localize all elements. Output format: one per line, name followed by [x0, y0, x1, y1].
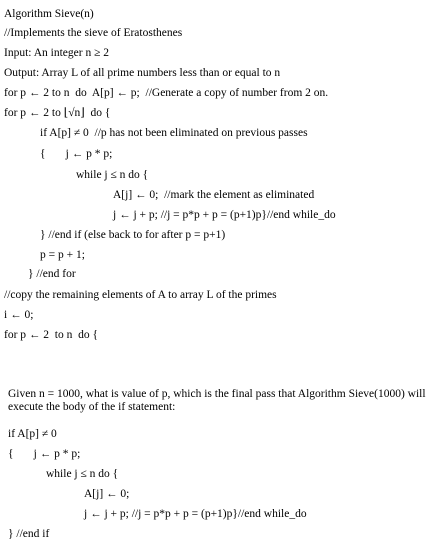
code-line: for p ← 2 to ⌊√n⌋ do { — [4, 107, 111, 119]
algorithm-comment: //Implements the sieve of Eratosthenes — [4, 27, 183, 39]
question-text: Given n = 1000, what is value of p, which is the final pass that Algorithm Sieve(1000) will execute the body of the if statement: — [8, 388, 426, 413]
code-line: { j ← p * p; — [8, 448, 81, 460]
code-line: for p ← 2 to n do { — [4, 329, 98, 341]
code-line: //copy the remaining elements of A to array L of the primes — [4, 289, 277, 301]
code-line: A[j] ← 0; //mark the element as eliminated — [113, 189, 315, 201]
code-line: } //end if — [8, 528, 50, 540]
code-line: } //end for — [28, 268, 76, 280]
code-line: p = p + 1; — [40, 249, 85, 261]
code-line: j ← j + p; //j = p*p + p = (p+1)p}//end while_do — [113, 209, 336, 221]
code-line: if A[p] ≠ 0 — [8, 428, 57, 440]
algorithm-output: Output: Array L of all prime numbers less than or equal to n — [4, 67, 281, 79]
code-line: } //end if (else back to for after p = p+1) — [40, 229, 226, 241]
code-line: while j ≤ n do { — [46, 468, 119, 480]
algorithm-input: Input: An integer n ≥ 2 — [4, 47, 110, 59]
code-line: i ← 0; — [4, 309, 34, 321]
code-line: for p ← 2 to n do A[p] ← p; //Generate a copy of number from 2 on. — [4, 87, 329, 99]
code-line: while j ≤ n do { — [76, 169, 149, 181]
algorithm-title: Algorithm Sieve(n) — [4, 8, 94, 20]
code-line: j ← j + p; //j = p*p + p = (p+1)p}//end while_do — [84, 508, 307, 520]
code-line: { j ← p * p; — [40, 148, 113, 160]
code-line: if A[p] ≠ 0 //p has not been eliminated on previous passes — [40, 127, 308, 139]
code-line: A[j] ← 0; — [84, 488, 130, 500]
